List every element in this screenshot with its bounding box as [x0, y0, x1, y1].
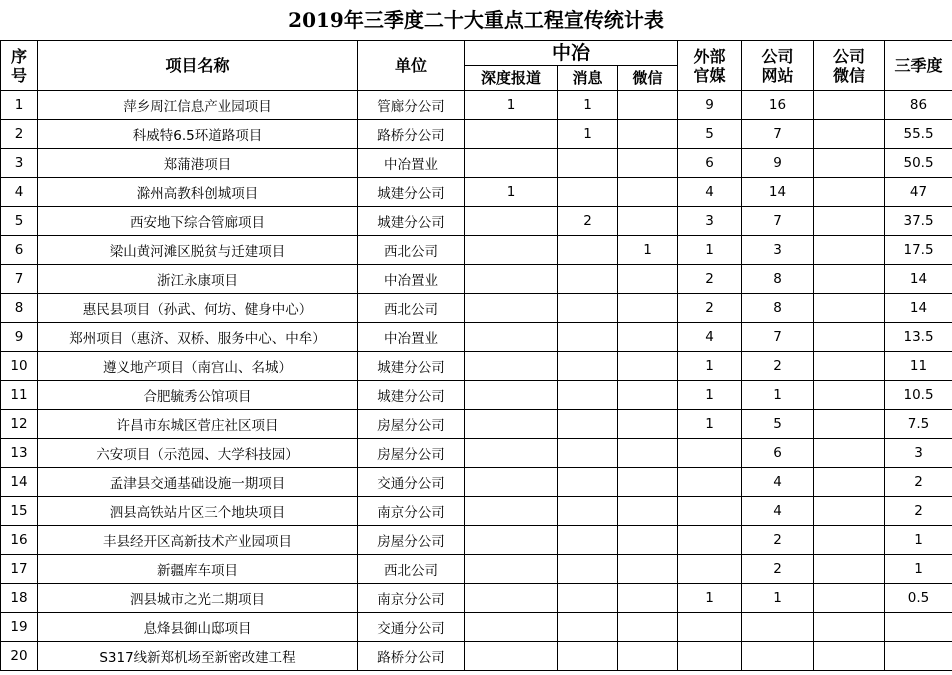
cell-company-website: 1 [742, 381, 814, 410]
table-row [1, 265, 952, 294]
cell-depth-report [465, 120, 558, 149]
cell-seq: 1 [1, 91, 38, 120]
statistics-table [0, 40, 952, 671]
table-row [1, 207, 952, 236]
cell-news [558, 294, 618, 323]
cell-seq: 10 [1, 352, 38, 381]
cell-q3: 13.5 [885, 323, 952, 352]
cell-project-name: 丰县经开区高新技术产业园项目 [38, 526, 358, 555]
cell-company-wechat [814, 178, 885, 207]
cell-unit: 路桥分公司 [358, 120, 465, 149]
cell-wechat [618, 497, 678, 526]
header-company-wechat-label: 公司 微信 [833, 46, 866, 85]
cell-wechat [618, 439, 678, 468]
cell-company-website: 14 [742, 178, 814, 207]
cell-q3: 86 [885, 91, 952, 120]
cell-news [558, 526, 618, 555]
cell-external-media [678, 497, 742, 526]
cell-external-media: 2 [678, 265, 742, 294]
cell-company-website [742, 613, 814, 642]
cell-q3: 2 [885, 468, 952, 497]
cell-external-media [678, 555, 742, 584]
cell-seq: 6 [1, 236, 38, 265]
cell-external-media: 4 [678, 178, 742, 207]
cell-project-name: 科威特6.5环道路项目 [38, 120, 358, 149]
cell-unit: 城建分公司 [358, 207, 465, 236]
table-row [1, 323, 952, 352]
cell-seq: 20 [1, 642, 38, 671]
cell-depth-report [465, 497, 558, 526]
cell-seq: 8 [1, 294, 38, 323]
cell-wechat [618, 323, 678, 352]
table-row [1, 381, 952, 410]
cell-external-media: 1 [678, 584, 742, 613]
cell-external-media: 3 [678, 207, 742, 236]
cell-depth-report [465, 526, 558, 555]
cell-company-wechat [814, 294, 885, 323]
cell-news [558, 265, 618, 294]
table-title: 2019年三季度二十大重点工程宣传统计表 [288, 8, 664, 32]
cell-unit: 南京分公司 [358, 584, 465, 613]
cell-company-website [742, 642, 814, 671]
cell-depth-report [465, 613, 558, 642]
table-row [1, 149, 952, 178]
table-row [1, 91, 952, 120]
cell-unit: 管廊分公司 [358, 91, 465, 120]
cell-news: 1 [558, 91, 618, 120]
table-row [1, 642, 952, 671]
cell-news [558, 642, 618, 671]
cell-news [558, 236, 618, 265]
cell-company-wechat [814, 439, 885, 468]
cell-news [558, 613, 618, 642]
cell-news [558, 468, 618, 497]
cell-unit: 城建分公司 [358, 178, 465, 207]
cell-seq: 12 [1, 410, 38, 439]
cell-unit: 南京分公司 [358, 497, 465, 526]
cell-q3: 37.5 [885, 207, 952, 236]
cell-unit: 西北公司 [358, 294, 465, 323]
cell-depth-report [465, 149, 558, 178]
header-unit: 单位 [358, 41, 465, 91]
cell-q3: 55.5 [885, 120, 952, 149]
cell-project-name: 郑蒲港项目 [38, 149, 358, 178]
cell-company-website: 8 [742, 294, 814, 323]
cell-external-media: 6 [678, 149, 742, 178]
cell-external-media: 1 [678, 381, 742, 410]
cell-company-website: 7 [742, 120, 814, 149]
cell-external-media: 4 [678, 323, 742, 352]
cell-company-website: 6 [742, 439, 814, 468]
cell-external-media: 1 [678, 410, 742, 439]
cell-q3: 2 [885, 497, 952, 526]
cell-q3 [885, 642, 952, 671]
cell-depth-report [465, 352, 558, 381]
cell-seq: 16 [1, 526, 38, 555]
cell-news [558, 410, 618, 439]
cell-project-name: 许昌市东城区菅庄社区项目 [38, 410, 358, 439]
cell-wechat [618, 352, 678, 381]
cell-seq: 11 [1, 381, 38, 410]
cell-project-name: S317线新郑机场至新密改建工程 [38, 642, 358, 671]
header-project-name: 项目名称 [38, 41, 358, 91]
cell-seq: 2 [1, 120, 38, 149]
cell-wechat [618, 91, 678, 120]
cell-q3: 10.5 [885, 381, 952, 410]
cell-external-media [678, 613, 742, 642]
cell-seq: 5 [1, 207, 38, 236]
cell-wechat [618, 294, 678, 323]
cell-wechat [618, 207, 678, 236]
cell-wechat [618, 555, 678, 584]
cell-external-media [678, 439, 742, 468]
table-body [1, 91, 952, 671]
cell-seq: 14 [1, 468, 38, 497]
cell-unit: 中冶置业 [358, 149, 465, 178]
header-zhongye: 中冶 [465, 41, 678, 66]
cell-news [558, 323, 618, 352]
cell-project-name: 孟津县交通基础设施一期项目 [38, 468, 358, 497]
cell-wechat [618, 149, 678, 178]
cell-company-wechat [814, 323, 885, 352]
table-row [1, 236, 952, 265]
cell-unit: 房屋分公司 [358, 439, 465, 468]
cell-company-website: 4 [742, 468, 814, 497]
cell-company-website: 5 [742, 410, 814, 439]
cell-company-wechat [814, 91, 885, 120]
cell-seq: 15 [1, 497, 38, 526]
cell-unit: 房屋分公司 [358, 410, 465, 439]
cell-seq: 4 [1, 178, 38, 207]
cell-q3: 11 [885, 352, 952, 381]
cell-company-wechat [814, 381, 885, 410]
cell-company-wechat [814, 555, 885, 584]
cell-project-name: 郑州项目（惠济、双桥、服务中心、中牟） [38, 323, 358, 352]
cell-seq: 7 [1, 265, 38, 294]
cell-external-media: 9 [678, 91, 742, 120]
cell-external-media [678, 526, 742, 555]
cell-unit: 中冶置业 [358, 265, 465, 294]
cell-q3: 14 [885, 265, 952, 294]
cell-depth-report [465, 410, 558, 439]
cell-depth-report [465, 555, 558, 584]
cell-company-wechat [814, 207, 885, 236]
table-row [1, 526, 952, 555]
cell-q3 [885, 613, 952, 642]
cell-news [558, 352, 618, 381]
header-wechat: 微信 [618, 66, 678, 91]
cell-depth-report [465, 439, 558, 468]
cell-company-wechat [814, 642, 885, 671]
cell-news: 1 [558, 120, 618, 149]
cell-seq: 9 [1, 323, 38, 352]
cell-depth-report [465, 468, 558, 497]
cell-q3: 17.5 [885, 236, 952, 265]
cell-company-wechat [814, 584, 885, 613]
cell-company-website: 8 [742, 265, 814, 294]
cell-company-website: 4 [742, 497, 814, 526]
cell-news [558, 439, 618, 468]
cell-company-website: 2 [742, 555, 814, 584]
cell-company-wechat [814, 352, 885, 381]
cell-wechat [618, 410, 678, 439]
header-q3: 三季度 [885, 41, 952, 91]
cell-unit: 路桥分公司 [358, 642, 465, 671]
header-external-media [678, 41, 742, 91]
cell-company-website: 7 [742, 207, 814, 236]
cell-q3: 7.5 [885, 410, 952, 439]
cell-depth-report: 1 [465, 178, 558, 207]
cell-external-media: 1 [678, 236, 742, 265]
cell-project-name: 泗县高铁站片区三个地块项目 [38, 497, 358, 526]
header-external-media-label: 外部 官媒 [693, 46, 726, 85]
cell-project-name: 合肥毓秀公馆项目 [38, 381, 358, 410]
cell-wechat [618, 468, 678, 497]
cell-external-media: 5 [678, 120, 742, 149]
table-row [1, 294, 952, 323]
cell-company-wechat [814, 526, 885, 555]
cell-project-name: 浙江永康项目 [38, 265, 358, 294]
cell-depth-report: 1 [465, 91, 558, 120]
cell-q3: 50.5 [885, 149, 952, 178]
cell-external-media: 2 [678, 294, 742, 323]
cell-company-wechat [814, 149, 885, 178]
table-row [1, 352, 952, 381]
header-seq [1, 41, 38, 91]
cell-external-media [678, 642, 742, 671]
cell-wechat [618, 526, 678, 555]
cell-seq: 18 [1, 584, 38, 613]
header-depth-report: 深度报道 [465, 66, 558, 91]
cell-unit: 西北公司 [358, 555, 465, 584]
table-row [1, 410, 952, 439]
cell-project-name: 滁州高教科创城项目 [38, 178, 358, 207]
cell-news [558, 178, 618, 207]
cell-company-wechat [814, 265, 885, 294]
cell-wechat [618, 120, 678, 149]
cell-depth-report [465, 207, 558, 236]
cell-seq: 13 [1, 439, 38, 468]
cell-company-website: 3 [742, 236, 814, 265]
cell-wechat [618, 178, 678, 207]
cell-project-name: 西安地下综合管廊项目 [38, 207, 358, 236]
cell-wechat: 1 [618, 236, 678, 265]
cell-external-media: 1 [678, 352, 742, 381]
cell-wechat [618, 265, 678, 294]
cell-company-wechat [814, 468, 885, 497]
cell-news [558, 555, 618, 584]
table-row [1, 120, 952, 149]
cell-company-website: 7 [742, 323, 814, 352]
cell-depth-report [465, 642, 558, 671]
cell-wechat [618, 381, 678, 410]
cell-project-name: 六安项目（示范园、大学科技园） [38, 439, 358, 468]
cell-q3: 1 [885, 555, 952, 584]
cell-seq: 19 [1, 613, 38, 642]
cell-company-wechat [814, 236, 885, 265]
header-company-website-label: 公司 网站 [761, 46, 794, 85]
cell-depth-report [465, 236, 558, 265]
cell-news [558, 149, 618, 178]
cell-depth-report [465, 265, 558, 294]
cell-company-wechat [814, 410, 885, 439]
cell-news [558, 584, 618, 613]
cell-news [558, 381, 618, 410]
cell-news: 2 [558, 207, 618, 236]
cell-wechat [618, 584, 678, 613]
cell-company-website: 2 [742, 526, 814, 555]
cell-depth-report [465, 323, 558, 352]
cell-unit: 交通分公司 [358, 468, 465, 497]
cell-project-name: 息烽县御山邸项目 [38, 613, 358, 642]
cell-q3: 47 [885, 178, 952, 207]
cell-unit: 中冶置业 [358, 323, 465, 352]
cell-wechat [618, 613, 678, 642]
table-row [1, 555, 952, 584]
cell-project-name: 泗县城市之光二期项目 [38, 584, 358, 613]
cell-q3: 1 [885, 526, 952, 555]
table-row [1, 439, 952, 468]
header-seq-label: 序 号 [10, 46, 27, 85]
table-row [1, 497, 952, 526]
cell-unit: 西北公司 [358, 236, 465, 265]
table-row [1, 468, 952, 497]
cell-wechat [618, 642, 678, 671]
cell-project-name: 遵义地产项目（南宫山、名城） [38, 352, 358, 381]
cell-company-website: 2 [742, 352, 814, 381]
table-row [1, 584, 952, 613]
cell-project-name: 萍乡周江信息产业园项目 [38, 91, 358, 120]
cell-project-name: 梁山黄河滩区脱贫与迁建项目 [38, 236, 358, 265]
cell-q3: 14 [885, 294, 952, 323]
cell-project-name: 新疆库车项目 [38, 555, 358, 584]
cell-external-media [678, 468, 742, 497]
cell-q3: 3 [885, 439, 952, 468]
cell-company-wechat [814, 497, 885, 526]
cell-unit: 房屋分公司 [358, 526, 465, 555]
cell-news [558, 497, 618, 526]
cell-company-website: 9 [742, 149, 814, 178]
cell-unit: 城建分公司 [358, 352, 465, 381]
header-company-website [742, 41, 814, 91]
cell-company-website: 1 [742, 584, 814, 613]
cell-seq: 3 [1, 149, 38, 178]
cell-depth-report [465, 381, 558, 410]
cell-company-wechat [814, 613, 885, 642]
cell-company-wechat [814, 120, 885, 149]
cell-seq: 17 [1, 555, 38, 584]
cell-company-website: 16 [742, 91, 814, 120]
cell-q3: 0.5 [885, 584, 952, 613]
cell-project-name: 惠民县项目（孙武、何坊、健身中心） [38, 294, 358, 323]
cell-depth-report [465, 294, 558, 323]
table-row [1, 613, 952, 642]
cell-depth-report [465, 584, 558, 613]
table-row [1, 178, 952, 207]
cell-unit: 交通分公司 [358, 613, 465, 642]
cell-unit: 城建分公司 [358, 381, 465, 410]
header-company-wechat [814, 41, 885, 91]
header-news: 消息 [558, 66, 618, 91]
